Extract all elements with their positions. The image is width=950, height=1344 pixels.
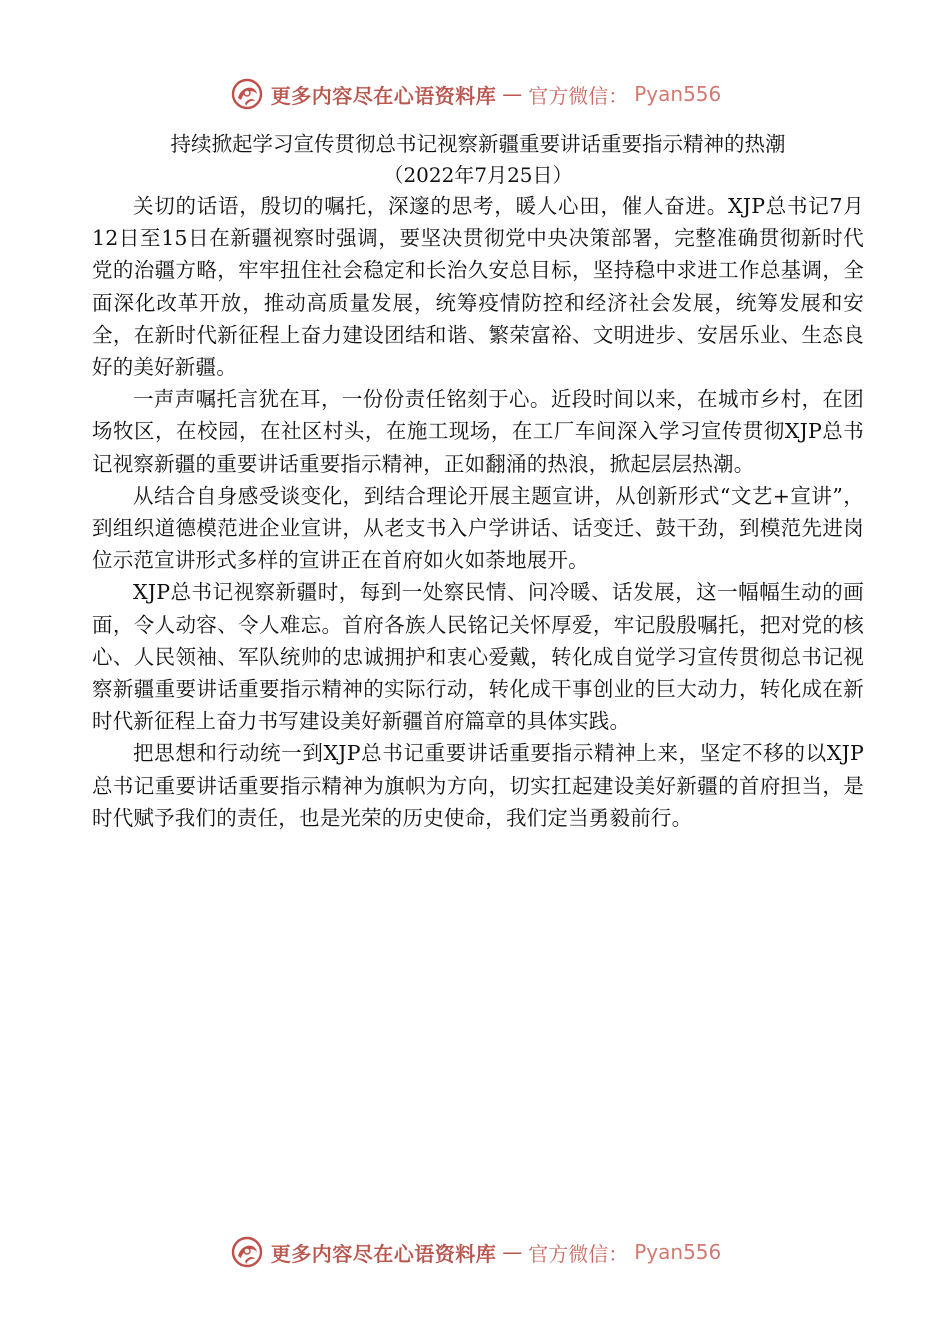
document-body	[92, 128, 864, 834]
paragraph-2: 一声声嘱托言犹在耳，一份份责任铭刻于心。近段时间以来，在城市乡村，在团场牧区，在校园，在社区村头，在施工现场，在工厂车间深入学习宣传贯彻XJP总书记视察新疆的重要讲话重要指示精神，正如翻涌的热浪，掀起层层热潮。	[92, 387, 864, 476]
watermark-wechat-label: 官方微信：	[528, 83, 629, 108]
watermark-dash: —	[502, 1240, 523, 1264]
paragraph-4: XJP总书记视察新疆时，每到一处察民情、问冷暖、话发展，这一幅幅生动的画面，令人动容、令人难忘。首府各族人民铭记关怀厚爱，牢记殷殷嘱托，把对党的核心、人民领袖、军队统帅的忠诚拥护和衷心爱戴，转化成自觉学习宣传贯彻总书记视察新疆重要讲话重要指示精神的实际行动，转化成干事创业的巨大动力，转化成在新时代新征程上奋力书写建设美好新疆首府篇章的具体实践。	[92, 580, 864, 734]
watermark-wechat-label: 官方微信：	[528, 1241, 629, 1266]
paragraph-3: 从结合自身感受谈变化，到结合理论开展主题宣讲，从创新形式“文艺+宣讲”，到组织道德模范进企业宣讲，从老支书入户学讲话、话变迁、鼓干劲，到模范先进岗位示范宣讲形式多样的宣讲正在首府如火如荼地展开。	[92, 483, 864, 573]
document-title: 持续掀起学习宣传贯彻总书记视察新疆重要讲话重要指示精神的热潮	[170, 132, 786, 156]
paragraph-1: 关切的话语，殷切的嘱托，深邃的思考，暖人心田，催人奋进。XJP总书记7月12日至15日在新疆视察时强调，要坚决贯彻党中央决策部署，完整准确贯彻新时代党的治疆方略，牢牢扭住社会稳定和长治久安总目标，坚持稳中求进工作总基调，全面深化改革开放，推动高质量发展，统筹疫情防控和经济社会发展，统筹发展和安全，在新时代新征程上奋力建设团结和谐、繁荣富裕、文明进步、安居乐业、生态良好的美好新疆。	[92, 194, 864, 380]
watermark-brand-text: 更多内容尽在心语资料库	[270, 83, 497, 108]
paragraph-5: 把思想和行动统一到XJP总书记重要讲话重要指示精神上来，坚定不移的以XJP总书记重要讲话重要指示精神为旗帜为方向，切实扛起建设美好新疆的首府担当，是时代赋予我们的责任，也是光荣的历史使命，我们定当勇毅前行。	[92, 741, 864, 830]
swirl-logo-icon	[229, 76, 265, 112]
watermark-dash: —	[502, 82, 523, 106]
watermark-wechat-id: Pyan556	[634, 1240, 722, 1264]
swirl-logo-icon	[229, 1234, 265, 1270]
footer-watermark	[0, 1232, 950, 1272]
header-watermark	[0, 74, 950, 114]
watermark-wechat-id: Pyan556	[634, 82, 722, 106]
watermark-brand-text: 更多内容尽在心语资料库	[270, 1241, 497, 1266]
document-date: （2022年7月25日）	[383, 163, 573, 187]
